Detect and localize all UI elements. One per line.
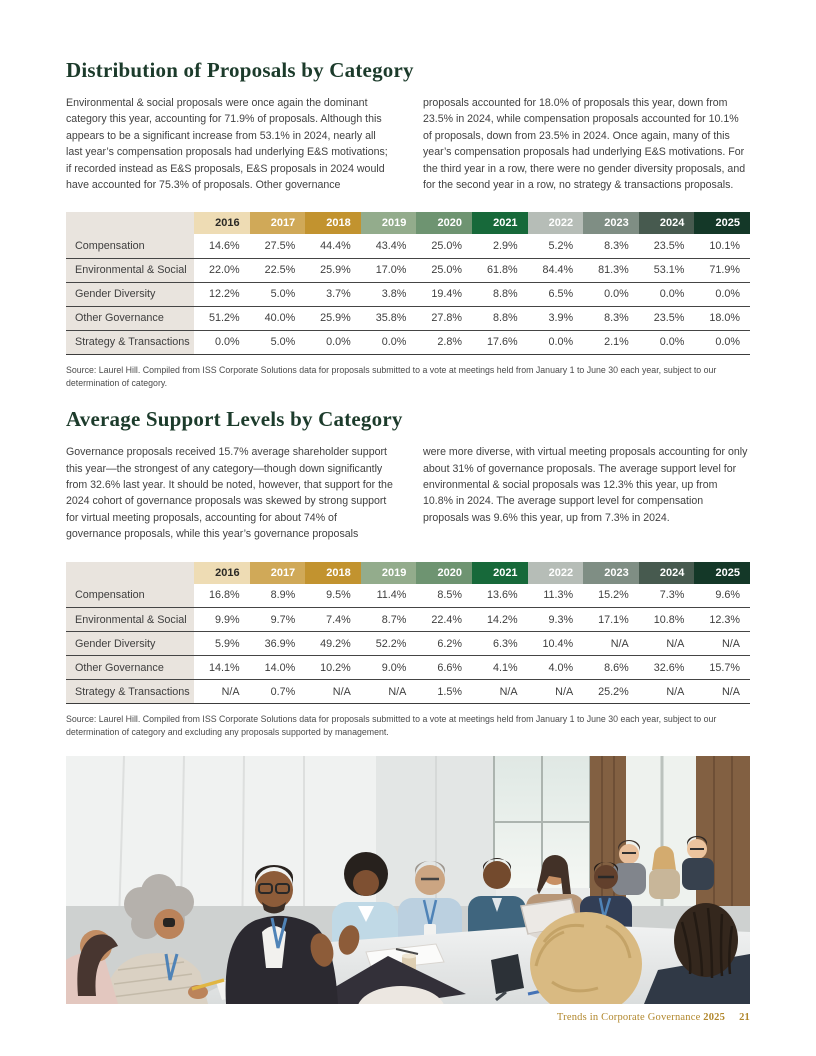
table-cell: 25.9% [305,258,361,282]
table-cell: 16.8% [194,584,250,608]
year-header-2021: 2021 [472,212,528,234]
table-cell: 15.2% [583,584,639,608]
table-cell: 0.0% [694,330,750,354]
year-header-2024: 2024 [639,212,695,234]
table-cell: 5.2% [528,234,584,258]
section-distribution [66,58,750,389]
table-cell: 0.0% [694,282,750,306]
table-cell: 8.8% [472,306,528,330]
table-cell: 1.5% [416,680,472,704]
table-cell: 6.6% [416,656,472,680]
row-label: Environmental & Social [66,258,194,282]
year-header-2017: 2017 [250,562,306,584]
year-header-2016: 2016 [194,212,250,234]
table-row [66,258,750,282]
table-cell: 17.0% [361,258,417,282]
support-body-col-right: were more diverse, with virtual meeting proposals accounting for only about 31% of governance proposals. The average support level for environmental & social proposals was 12.3% this year, up from 10.8% in 2024. The average support level for compensation proposals was 9.6% this year, up from 7.3% in 2024. [423,446,748,524]
row-label: Compensation [66,234,194,258]
year-header-2025: 2025 [694,212,750,234]
table-cell: 52.2% [361,632,417,656]
table-cell: 3.9% [528,306,584,330]
meeting-photo-illustration [66,756,750,1004]
table-cell: 2.9% [472,234,528,258]
year-header-2025: 2025 [694,562,750,584]
table-cell: 8.3% [583,306,639,330]
support-body-text [66,444,750,542]
footer-title: Trends in Corporate Governance [556,1012,701,1023]
table-row [66,680,750,704]
table-cell: N/A [305,680,361,704]
table-cell: 81.3% [583,258,639,282]
table-cell: 10.1% [694,234,750,258]
table-cell: N/A [472,680,528,704]
distribution-table [66,212,750,355]
table-cell: 0.0% [194,330,250,354]
row-label: Strategy & Transactions [66,680,194,704]
table-cell: 0.0% [528,330,584,354]
table-header-row [66,562,750,584]
table-cell: 9.5% [305,584,361,608]
table-cell: 40.0% [250,306,306,330]
table-cell: 0.0% [639,282,695,306]
table-row [66,608,750,632]
table-cell: 4.1% [472,656,528,680]
row-label: Compensation [66,584,194,608]
table-cell: 6.2% [416,632,472,656]
year-header-2020: 2020 [416,212,472,234]
table-cell: 49.2% [305,632,361,656]
year-header-2020: 2020 [416,562,472,584]
table-row [66,306,750,330]
table-cell: 8.5% [416,584,472,608]
year-header-2019: 2019 [361,562,417,584]
year-header-2023: 2023 [583,562,639,584]
table-cell: 8.3% [583,234,639,258]
row-label: Strategy & Transactions [66,330,194,354]
table-cell: 0.0% [583,282,639,306]
page-number: 21 [739,1012,750,1023]
table-cell: 9.7% [250,608,306,632]
table-cell: 0.0% [361,330,417,354]
year-header-2016: 2016 [194,562,250,584]
table-cell: N/A [528,680,584,704]
table-cell: 36.9% [250,632,306,656]
table-row [66,234,750,258]
distribution-section-title: Distribution of Proposals by Category [66,58,414,82]
table-cell: 12.3% [694,608,750,632]
table-cell: 43.4% [361,234,417,258]
table-cell: 5.0% [250,282,306,306]
table-cell: 35.8% [361,306,417,330]
table-row [66,330,750,354]
table-cell: 10.2% [305,656,361,680]
table-cell: N/A [639,632,695,656]
table-cell: 14.2% [472,608,528,632]
table-cell: 53.1% [639,258,695,282]
table-cell: 0.0% [305,330,361,354]
table-cell: 19.4% [416,282,472,306]
row-label: Other Governance [66,656,194,680]
table-cell: 10.4% [528,632,584,656]
year-header-2022: 2022 [528,212,584,234]
table-cell: 5.0% [250,330,306,354]
table-cell: 51.2% [194,306,250,330]
table-cell: 22.4% [416,608,472,632]
year-header-2018: 2018 [305,562,361,584]
table-cell: 25.0% [416,258,472,282]
table-cell: 27.8% [416,306,472,330]
table-cell: 61.8% [472,258,528,282]
table-row [66,632,750,656]
table-row [66,656,750,680]
table-cell: N/A [583,632,639,656]
table-cell: 3.7% [305,282,361,306]
table-cell: 8.8% [472,282,528,306]
page-footer [557,1012,750,1023]
distribution-source-note: Source: Laurel Hill. Compiled from ISS Corporate Solutions data for proposals submitted to a vote at meetings held from January 1 to June 30 each year, subject to our determination of category. [66,364,717,388]
table-cell: 15.7% [694,656,750,680]
table-cell: 32.6% [639,656,695,680]
table-corner-cell [66,212,194,234]
table-cell: 22.5% [250,258,306,282]
distribution-body-col-right: proposals accounted for 18.0% of proposals this year, down from 23.5% in 2024, while compensation proposals accounted for 10.1% of proposals, down from 23.5% in 2024. Once again, many of this year’s compensation proposals had underlying E&S motivations. For the third year in a row, there were no gender diversity proposals, and for the second year in a row, no strategy & transactions proposals. [423,97,746,192]
table-cell: 22.0% [194,258,250,282]
table-cell: 8.6% [583,656,639,680]
year-header-2018: 2018 [305,212,361,234]
table-cell: 8.9% [250,584,306,608]
table-cell: 44.4% [305,234,361,258]
table-cell: 17.1% [583,608,639,632]
table-cell: 9.6% [694,584,750,608]
year-header-2019: 2019 [361,212,417,234]
table-cell: 25.0% [416,234,472,258]
meeting-photo [66,756,750,1004]
table-cell: 2.1% [583,330,639,354]
support-section-title: Average Support Levels by Category [66,407,403,432]
table-cell: 23.5% [639,306,695,330]
year-header-2022: 2022 [528,562,584,584]
table-header-row [66,212,750,234]
support-table [66,562,750,705]
table-cell: 12.2% [194,282,250,306]
table-cell: 9.3% [528,608,584,632]
table-cell: 14.0% [250,656,306,680]
table-cell: 9.9% [194,608,250,632]
table-cell: N/A [361,680,417,704]
year-header-2024: 2024 [639,562,695,584]
table-cell: 3.8% [361,282,417,306]
table-cell: 6.5% [528,282,584,306]
table-cell: 11.4% [361,584,417,608]
table-row [66,584,750,608]
table-cell: 7.3% [639,584,695,608]
row-label: Environmental & Social [66,608,194,632]
table-cell: 27.5% [250,234,306,258]
table-cell: N/A [694,680,750,704]
table-cell: 18.0% [694,306,750,330]
section-support [66,407,750,738]
table-cell: 10.8% [639,608,695,632]
table-cell: 11.3% [528,584,584,608]
table-cell: 17.6% [472,330,528,354]
support-body-col-left: Governance proposals received 15.7% average shareholder support this year—the strongest of any category—though down significantly from 32.6% last year. It should be noted, however, that support for the 2024 cohort of governance proposals was skewed by strong support for virtual meeting proposals, accounting for about 74% of governance proposals, while this year’s governance proposals [66,446,393,541]
row-label: Other Governance [66,306,194,330]
table-cell: 6.3% [472,632,528,656]
table-cell: 4.0% [528,656,584,680]
table-cell: 25.9% [305,306,361,330]
table-cell: 84.4% [528,258,584,282]
table-corner-cell [66,562,194,584]
support-source-note: Source: Laurel Hill. Compiled from ISS Corporate Solutions data for proposals submitted to a vote at meetings held from January 1 to June 30 each year, subject to our determination of category and excluding any proposals supported by management. [66,714,717,737]
table-cell: N/A [694,632,750,656]
table-cell: N/A [639,680,695,704]
table-cell: 2.8% [416,330,472,354]
distribution-body-text [66,95,750,193]
table-cell: 5.9% [194,632,250,656]
footer-year: 2025 [703,1012,726,1023]
year-header-2021: 2021 [472,562,528,584]
table-cell: 7.4% [305,608,361,632]
table-cell: 8.7% [361,608,417,632]
year-header-2017: 2017 [250,212,306,234]
table-cell: N/A [194,680,250,704]
table-cell: 14.1% [194,656,250,680]
table-cell: 13.6% [472,584,528,608]
table-row [66,282,750,306]
row-label: Gender Diversity [66,282,194,306]
table-cell: 0.7% [250,680,306,704]
year-header-2023: 2023 [583,212,639,234]
distribution-body-col-left: Environmental & social proposals were once again the dominant category this year, accounting for 71.9% of proposals. Although this appears to be a significant increase from 53.1% in 2024, nearly all last year’s compensation proposals had underlying E&S motivations; if recorded instead as E&S proposals, E&S proposals in 2024 would have accounted for 75.3% of proposals. Other governance [66,97,388,192]
row-label: Gender Diversity [66,632,194,656]
table-cell: 71.9% [694,258,750,282]
table-cell: 0.0% [639,330,695,354]
table-cell: 25.2% [583,680,639,704]
table-cell: 23.5% [639,234,695,258]
table-cell: 9.0% [361,656,417,680]
table-cell: 14.6% [194,234,250,258]
